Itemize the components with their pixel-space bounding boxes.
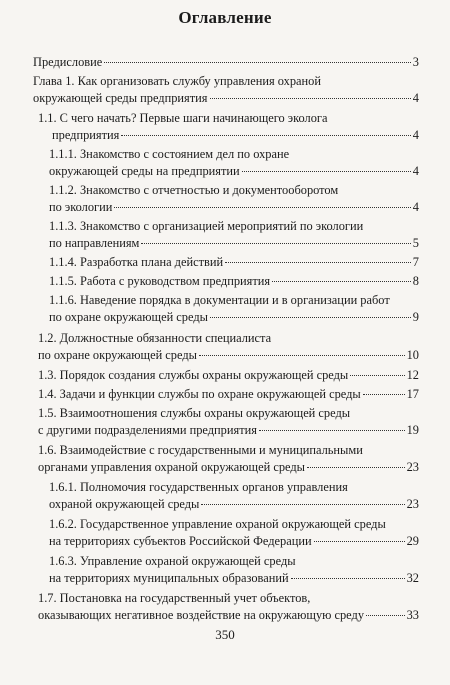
toc-entry: 1.6.2. Государственное управление охраной окружающей среды на территориях субъектов Российской Федерации 29 [49, 517, 419, 548]
toc-entry: 1.1.6. Наведение порядка в документации и в организации работ по охране окружающей среды 9 [49, 293, 419, 324]
toc-entry: 1.7. Постановка на государственный учет объектов, оказывающих негативное воздействие на окружающую среду 33 [38, 591, 419, 622]
toc-entry: 1.1.4. Разработка плана действий 7 [49, 255, 419, 269]
toc-entry: 1.5. Взаимоотношения службы охраны окружающей среды с другими подразделениями предприятия 19 [38, 406, 419, 437]
toc-entry: 1.6.3. Управление охраной окружающей среды на территориях муниципальных образований 32 [49, 554, 419, 585]
toc-entry: Глава 1. Как организовать службу управления охраной окружающей среды предприятия 4 [33, 74, 419, 105]
toc-entry: 1.1.5. Работа с руководством предприятия 8 [49, 274, 419, 288]
toc-entry: 1.2. Должностные обязанности специалиста по охране окружающей среды 10 [38, 331, 419, 362]
toc-entry: 1.1.1. Знакомство с состоянием дел по охране окружающей среды на предприятии 4 [49, 147, 419, 178]
toc-title: Оглавление [178, 8, 272, 27]
toc-entry: 1.1. С чего начать? Первые шаги начинающего эколога предприятия 4 [38, 111, 419, 142]
toc-entry: 1.1.3. Знакомство с организацией мероприятий по экологии по направлениям 5 [49, 219, 419, 250]
toc-entry: 1.4. Задачи и функции службы по охране окружающей среды 17 [38, 387, 419, 401]
toc-entry: 1.6.1. Полномочия государственных органов управления охраной окружающей среды 23 [49, 480, 419, 511]
toc-entry: 1.6. Взаимодействие с государственными и муниципальными органами управления охраной окружающей среды 23 [38, 443, 419, 474]
toc-entry: Предисловие 3 [33, 55, 419, 69]
toc-entry: 1.1.2. Знакомство с отчетностью и документооборотом по экологии 4 [49, 183, 419, 214]
toc-entry: 1.3. Порядок создания службы охраны окружающей среды 12 [38, 368, 419, 382]
page-number: 350 [215, 627, 235, 642]
